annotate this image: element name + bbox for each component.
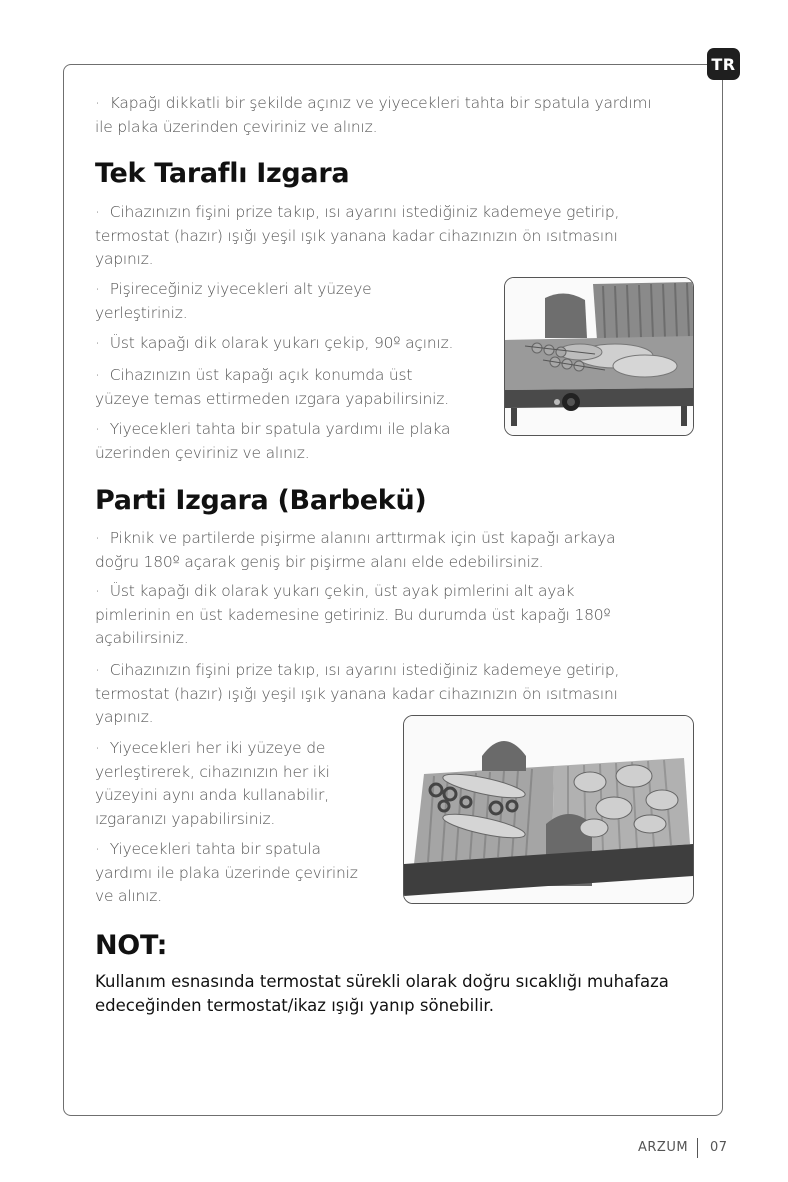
intro-line-2: ile plaka üzerinden çeviriniz ve alınız.	[95, 117, 378, 136]
s2p4-line-3: yüzeyini aynı anda kullanabilir,	[95, 786, 329, 804]
language-badge: TR	[707, 48, 740, 80]
s1-paragraph-5	[95, 418, 450, 465]
s1p4-line-2: yüzeye temas ettirmeden ızgara yapabilirsiniz.	[95, 389, 449, 408]
s2p4-line-4: ızgaranızı yapabilirsiniz.	[95, 809, 276, 828]
s1p1-line-2: termostat (hazır) ışığı yeşil ışık yanana kadar cihazınızın ön ısıtmasını	[95, 226, 618, 245]
footer-brand: ARZUM	[638, 1140, 689, 1155]
bullet: ·	[95, 280, 100, 298]
s1p4-line-1: Cihazınızın üst kapağı açık konumda üst	[109, 366, 413, 384]
page-number: 07	[710, 1140, 728, 1155]
bullet: ·	[95, 334, 100, 352]
s1p1-line-3: yapınız.	[95, 250, 154, 268]
bullet: ·	[95, 366, 100, 384]
s2p2-line-3: açabilirsiniz.	[95, 629, 189, 647]
s1-paragraph-2	[95, 278, 372, 325]
s2p4-line-2: yerleştirerek, cihazınızın her iki	[95, 762, 330, 781]
s1-paragraph-3	[95, 332, 453, 356]
s2p3-line-1: Cihazınızın fişini prize takıp, ısı ayarını istediğiniz kademeye getirip,	[109, 661, 620, 679]
s1p1-line-1: Cihazınızın fişini prize takıp, ısı ayarını istediğiniz kademeye getirip,	[109, 203, 620, 221]
note-heading: NOT:	[95, 930, 168, 961]
grill-single-side-image	[504, 277, 694, 436]
bullet: ·	[95, 661, 100, 679]
bullet: ·	[95, 739, 100, 757]
bullet: ·	[95, 420, 100, 438]
note-line-2: edeceğinden termostat/ikaz ışığı yanıp sönebilir.	[95, 996, 494, 1015]
s2p5-line-2: yardımı ile plaka üzerinde çeviriniz	[95, 863, 358, 882]
note-line-1: Kullanım esnasında termostat sürekli olarak doğru sıcaklığı muhafaza	[95, 972, 669, 991]
grill-party-mode-image	[403, 715, 694, 904]
s2-paragraph-2	[95, 580, 611, 651]
footer-separator	[697, 1138, 698, 1158]
s2p5-line-3: ve alınız.	[95, 887, 162, 905]
s2-paragraph-4	[95, 737, 330, 831]
s2-paragraph-5	[95, 838, 358, 909]
bullet: ·	[95, 94, 100, 112]
s1-paragraph-4	[95, 364, 449, 411]
s1p5-line-1: Yiyecekleri tahta bir spatula yardımı ile plaka	[109, 420, 451, 438]
bullet: ·	[95, 840, 100, 858]
section-heading-single-side: Tek Taraflı Izgara	[95, 158, 350, 189]
s2-paragraph-1	[95, 527, 615, 574]
s1p5-line-2: üzerinden çeviriniz ve alınız.	[95, 443, 310, 462]
s2p2-line-1: Üst kapağı dik olarak yukarı çekin, üst ayak pimlerini alt ayak	[109, 582, 575, 600]
s2p3-line-2: termostat (hazır) ışığı yeşil ışık yanana kadar cihazınızın ön ısıtmasını	[95, 684, 618, 703]
s1p2-line-2: yerleştiriniz.	[95, 303, 188, 322]
s2p1-line-2: doğru 180º açarak geniş bir pişirme alanı elde edebilirsiniz.	[95, 552, 544, 571]
s2p1-line-1: Piknik ve partilerde pişirme alanını arttırmak için üst kapağı arkaya	[109, 529, 616, 547]
grill-illustration-2	[404, 716, 693, 903]
bullet: ·	[95, 529, 100, 547]
s1-paragraph-1	[95, 201, 619, 272]
section-heading-party-grill: Parti Izgara (Barbekü)	[95, 485, 427, 516]
bullet: ·	[95, 582, 100, 600]
s2p4-line-1: Yiyecekleri her iki yüzeye de	[109, 739, 326, 757]
s1p3-line-1: Üst kapağı dik olarak yukarı çekip, 90º açınız.	[109, 334, 454, 352]
s1p2-line-1: Pişireceğiniz yiyecekleri alt yüzeye	[109, 280, 372, 298]
s2p5-line-1: Yiyecekleri tahta bir spatula	[109, 840, 321, 858]
bullet: ·	[95, 203, 100, 221]
s2p2-line-2: pimlerinin en üst kademesine getiriniz. Bu durumda üst kapağı 180º	[95, 605, 611, 624]
s2p3-line-3: yapınız.	[95, 708, 154, 726]
note-text	[95, 970, 705, 1018]
intro-paragraph	[95, 92, 651, 139]
grill-illustration-1	[505, 278, 693, 435]
intro-line-1: Kapağı dikkatli bir şekilde açınız ve yiyecekleri tahta bir spatula yardımı	[109, 94, 652, 112]
